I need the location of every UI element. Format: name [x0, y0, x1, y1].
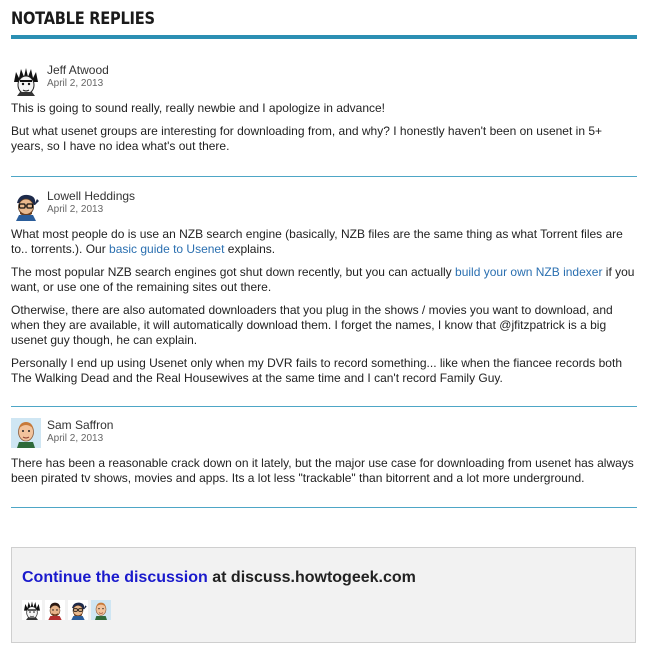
reply-meta: [11, 189, 637, 227]
reply-divider: [11, 406, 637, 407]
reply-date[interactable]: April 2, 2013: [47, 204, 104, 215]
reply-paragraph: This is going to sound really, really newbie and I apologize in advance!: [11, 101, 386, 115]
participant-avatar-icon[interactable]: [45, 600, 65, 620]
lowell-heddings-avatar-icon[interactable]: [68, 600, 88, 620]
notable-replies-section: [11, 0, 637, 508]
build-nzb-indexer-link[interactable]: build your own NZB indexer: [455, 265, 603, 279]
basic-guide-to-usenet-link[interactable]: basic guide to Usenet: [109, 242, 225, 256]
reply-paragraph: There has been a reasonable crack down on it lately, but the major use case for downloading from usenet has always been pirated tv shows, movies and apps. Its a lot less "trackable" than bitorrent and a lot more underground.: [11, 456, 634, 485]
continue-discussion-link[interactable]: Continue the discussion: [22, 569, 208, 586]
reply-jeff-atwood: [11, 63, 637, 154]
participant-avatars: [22, 600, 111, 620]
reply-paragraph: But what usenet groups are interesting for downloading from, and why? I honestly haven't been on usenet in 5+ years, so I have no idea what's out there.: [11, 124, 603, 153]
continue-discussion-box: [11, 547, 636, 643]
reply-divider: [11, 507, 637, 508]
cta-site-text: at discuss.howtogeek.com: [207, 569, 416, 586]
paragraph-text: explains.: [224, 242, 276, 256]
reply-author[interactable]: Jeff Atwood: [47, 63, 109, 77]
reply-paragraph: Personally I end up using Usenet only when my DVR fails to record something... like when the fiancee records both The Walking Dead and the Real Housewives at the same time and I can't record Family Guy.: [11, 356, 622, 385]
jeff-atwood-avatar-icon[interactable]: [11, 66, 41, 96]
reply-date[interactable]: April 2, 2013: [47, 433, 104, 444]
reply-author[interactable]: Lowell Heddings: [47, 189, 136, 203]
paragraph-text: The most popular NZB search engines got shut down recently, but you can actually: [11, 265, 456, 279]
paragraph-text: if you want, or use one of the remaining sites out there.: [11, 265, 635, 294]
reply-paragraph: Otherwise, there are also automated downloaders that you plug in the shows / movies you want to download, and when they are available, it will automatically download them. I forget the names, I know that @jfitzpatrick is a big usenet guy though, he can explain.: [11, 303, 613, 347]
reply-meta: [11, 63, 637, 101]
reply-divider: [11, 176, 637, 177]
continue-discussion-line: [22, 569, 416, 587]
reply-meta: [11, 418, 637, 456]
lowell-heddings-avatar-icon[interactable]: [11, 191, 41, 221]
reply-paragraph: [11, 227, 637, 257]
title-rule: [11, 35, 637, 39]
jeff-atwood-avatar-icon[interactable]: [22, 600, 42, 620]
sam-saffron-avatar-icon[interactable]: [11, 418, 41, 448]
paragraph-text: What most people do is use an NZB search engine (basically, NZB files are the same thing as what Torrent files are to.. torrents.). Our: [11, 227, 623, 256]
reply-lowell-heddings: [11, 189, 637, 386]
section-title: NOTABLE REPLIES: [11, 9, 155, 29]
sam-saffron-avatar-icon[interactable]: [91, 600, 111, 620]
reply-author[interactable]: Sam Saffron: [47, 418, 114, 432]
reply-sam-saffron: [11, 418, 637, 486]
reply-date[interactable]: April 2, 2013: [47, 78, 104, 89]
reply-paragraph: [11, 265, 637, 295]
